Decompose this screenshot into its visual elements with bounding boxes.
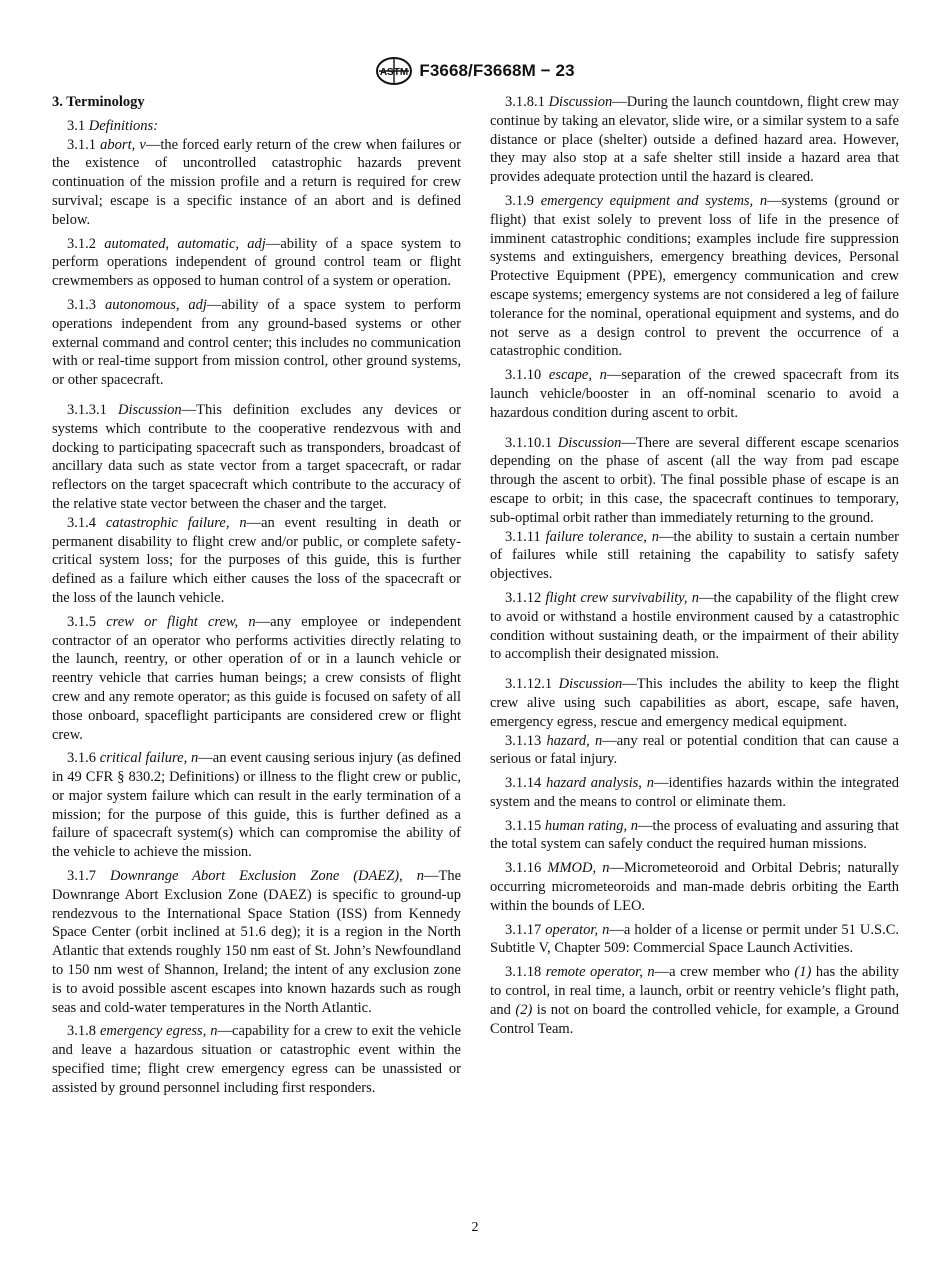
left-column — [52, 93, 461, 1098]
page-number: 2 — [471, 1220, 479, 1235]
definition-paragraph: 3.1.5 crew or flight crew, n—any employee or independent contractor of an operator who performs activities directly relating to the launch, reentry, or other operation of or in a launch vehicle or reentry vehicle that carries human beings; a crew consists of flight crew and any remote operator; as this guide is focused on safety of all those onboard, spaceflight participants are considered crew or flight crew. — [52, 613, 461, 743]
definition-paragraph: 3.1.11 failure tolerance, n—the ability to sustain a certain number of failures while still retaining the capability to satisfy safety objectives. — [490, 528, 900, 583]
definition-paragraph: 3.1.3 autonomous, adj—ability of a space system to perform operations independent from any ground-based systems or other external command and control center; this includes no communication with or real-time support from mission control, other ground systems, or other spacecraft. — [52, 296, 462, 389]
definition-paragraph: 3.1.7 Downrange Abort Exclusion Zone (DAEZ), n—The Downrange Abort Exclusion Zone (DAEZ) is specific to ground-up rendezvous to the International Space Station (ISS) from Kennedy Space Center (orbit inclined at 51.6 deg); it is a region in the North Atlantic that extends roughly 150 nm east of St. John’s Newfoundland to 150 nm west of Shannon, Ireland; the intent of any exclusion zone is to avoid possible ascent escapes into known hazards such as rough seas and cold-water temperatures in the North Atlantic. — [52, 868, 462, 1016]
definition-paragraph: 3.1.2 automated, automatic, adj—ability of a space system to perform operations independent of ground control team or flight crewmembers as opposed to human control of a system or operation. — [52, 235, 461, 290]
definition-paragraph: 3.1.13 hazard, n—any real or potential condition that can cause a serious or fatal injury. — [490, 732, 899, 768]
definition-paragraph: 3.1.16 MMOD, n—Micrometeoroid and Orbital Debris; naturally occurring micrometeoroids and man-made debris orbiting the Earth within the bounds of LEO. — [490, 860, 900, 914]
definition-paragraph: 3.1.14 hazard analysis, n—identifies hazards within the integrated system and the means to control or eliminate them. — [490, 775, 900, 810]
definition-paragraph: 3.1.8 emergency egress, n—capability for a crew to exit the vehicle and leave a hazardous situation or catastrophic event within the specified time; flight crew emergency egress can be unassisted or assisted by ground personnel including first responders. — [52, 1023, 462, 1096]
definition-paragraph: 3.1.6 critical failure, n—an event causing serious injury (as defined in 49 CFR § 830.2; Definitions) or illness to the flight crew or public, or major system failure which can result in the early termination of a mission; for the purpose of this guide, this is further defined as a failure of spacecraft system(s) which can compromise the ability of the vehicle to achieve the mission. — [52, 750, 461, 861]
definition-paragraph: 3.1.17 operator, n—a holder of a license or permit under 51 U.S.C. Subtitle V, Chapter 509: Commercial Space Launch Activities. — [490, 921, 899, 957]
right-column — [490, 93, 899, 1038]
section-heading: 3. Terminology — [52, 94, 145, 110]
definition-paragraph: 3.1.15 human rating, n—the process of evaluating and assuring that the total system can safely conduct the required human missions. — [490, 817, 899, 853]
discussion-paragraph: 3.1.8.1 Discussion—During the launch countdown, flight crew may continue by taking an elevator, slide wire, or a similar system to a safe distance or place (shelter) outside a defined hazard area. However, they may also stop at a safe shelter still inside a hazard area that provides adequate protection until the hazard is cleared. — [490, 94, 899, 186]
discussion-paragraph: 3.1.10.1 Discussion—There are several different escape scenarios depending on the phase of ascent (all the way from pad escape through the ascent to orbit). The final possible phase of escape is an escape to orbit; in this case, the spacecraft continues to temporary, sub-optimal orbit rather than immediately returning to the ground. — [490, 434, 899, 526]
discussion-paragraph: 3.1.12.1 Discussion—This includes the ability to keep the flight crew alive using such capabilities as abort, escape, safe haven, emergency egress, rescue and emergency medical equipment. — [490, 676, 899, 730]
definition-paragraph: 3.1.12 flight crew survivability, n—the capability of the flight crew to avoid or withstand a hostile environment caused by a catastrophic condition without sustaining death, or the impairment of their ability to accomplish their designated mission. — [490, 589, 900, 663]
svg-text:ASTM: ASTM — [380, 67, 409, 78]
definition-paragraph: 3.1.18 remote operator, n—a crew member who (1) has the ability to control, in real time, a launch, orbit or reentry vehicle’s flight path, and (2) is not on board the controlled vehicle, for example, a Ground Control Team. — [490, 964, 900, 1037]
definition-paragraph: 3.1.10 escape, n—separation of the crewed spacecraft from its launch vehicle/booster in an off-nominal scenario to avoid a hazardous condition during ascent to orbit. — [490, 367, 900, 421]
definition-paragraph: 3.1.4 catastrophic failure, n—an event resulting in death or permanent disability to flight crew and/or public, or complete safety-critical system loss; for the purposes of this guide, this is further defined as a failure which either causes the loss of the spacecraft or the loss of the launch vehicle. — [52, 514, 462, 606]
definition-paragraph: 3.1 Definitions: — [67, 117, 159, 134]
page-header — [0, 54, 950, 88]
definition-paragraph: 3.1.9 emergency equipment and systems, n—systems (ground or flight) that exist solely to prevent loss of life in the presence of imminent catastrophic conditions; examples include fire suppression systems and extinguishers, emergency breathing devices, Personal Protective Equipment (PPE), emergency communication and crew escape systems; emergency systems are not considered a leg of failure tolerance for the nominal, operational equipment and systems, and do not serve as a design control to prevent the occurrence of a catastrophic condition. — [490, 192, 899, 360]
document-designation: F3668/F3668M − 23 — [419, 61, 575, 80]
discussion-paragraph: 3.1.3.1 Discussion—This definition excludes any devices or systems which contribute to the cooperative rendezvous with and docking to participating spacecraft such as transponders, broadcast of ancillary data such as state vector from a target spacecraft, or radar reflectors on the target spacecraft which contribute to the accuracy of the relative state vector between the chaser and the target. — [52, 401, 462, 512]
definition-paragraph: 3.1.1 abort, v—the forced early return of the crew when failures or the existence of uncontrolled catastrophic hazards prevent continuation of the mission profile and a return is required for crew survival; escape is a specific instance of an abort and is defined below. — [52, 136, 462, 228]
astm-logo-icon — [375, 56, 413, 86]
